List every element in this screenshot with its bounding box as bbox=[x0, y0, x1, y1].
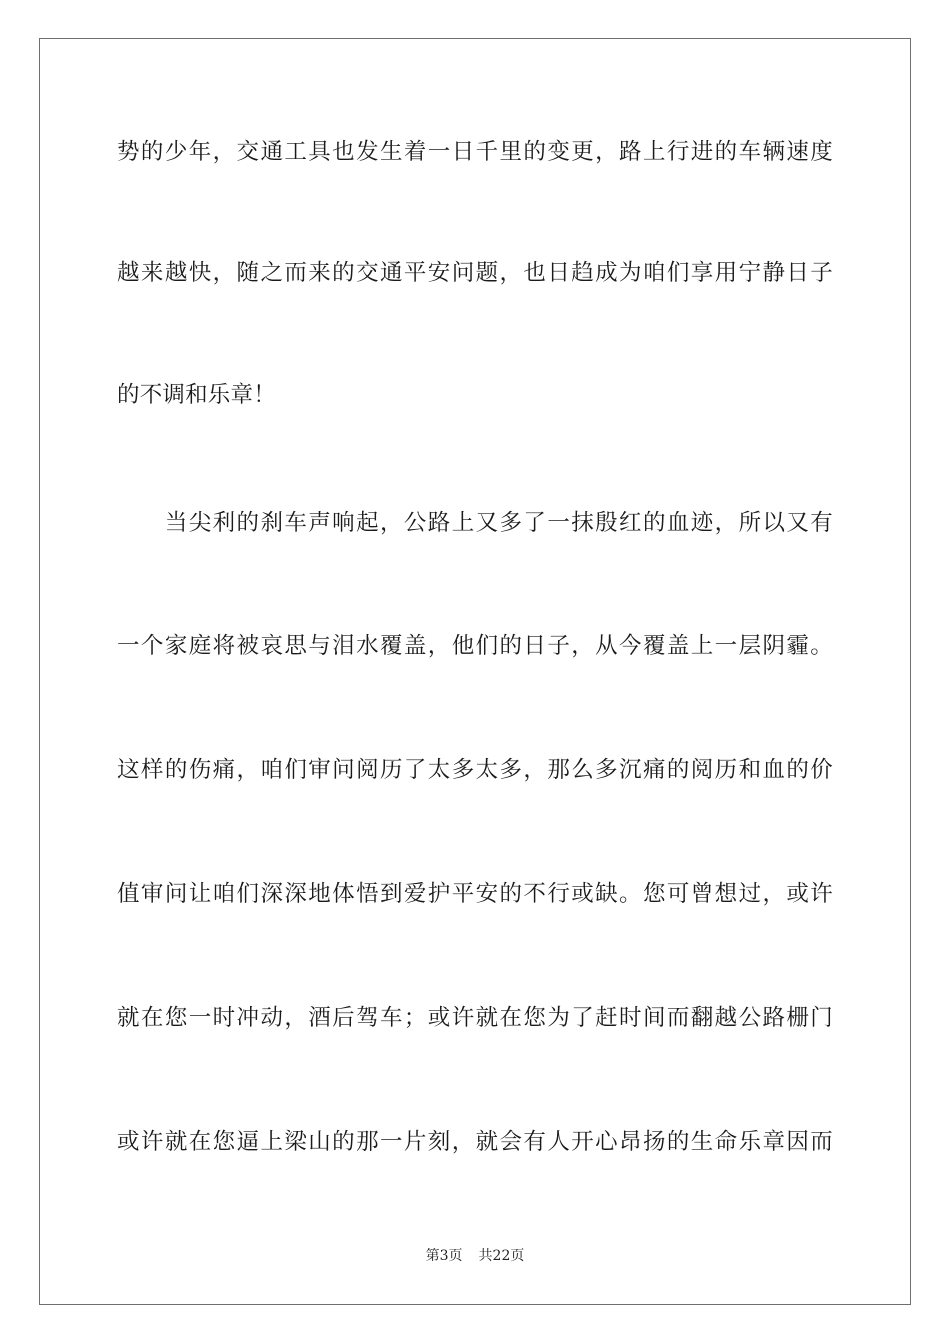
page-number: 第3页 bbox=[425, 1248, 463, 1264]
body-line-6: 这样的伤痛，咱们审问阅历了太多太多，那么多沉痛的阅历和血的价 bbox=[117, 757, 833, 783]
body-line-8: 就在您一时冲动，酒后驾车；或许就在您为了赶时间而翻越公路栅门 bbox=[117, 1005, 833, 1031]
body-line-5: 一个家庭将被哀思与泪水覆盖，他们的日子，从今覆盖上一层阴霾。 bbox=[117, 633, 833, 659]
body-line-4: 当尖利的刹车声响起，公路上又多了一抹殷红的血迹，所以又有 bbox=[117, 510, 833, 536]
page-footer bbox=[0, 1247, 950, 1265]
body-line-2: 越来越快，随之而来的交通平安问题，也日趋成为咱们享用宁静日子 bbox=[117, 260, 833, 286]
body-line-1: 势的少年，交通工具也发生着一日千里的变更，路上行进的车辆速度 bbox=[117, 139, 833, 165]
body-line-9: 或许就在您逼上梁山的那一片刻，就会有人开心昂扬的生命乐章因而 bbox=[117, 1129, 833, 1155]
page-border bbox=[39, 38, 911, 1305]
body-line-3: 的不调和乐章！ bbox=[117, 382, 276, 408]
page-total: 共22页 bbox=[478, 1248, 525, 1264]
body-line-7: 值审问让咱们深深地体悟到爱护平安的不行或缺。您可曾想过，或许 bbox=[117, 881, 833, 907]
